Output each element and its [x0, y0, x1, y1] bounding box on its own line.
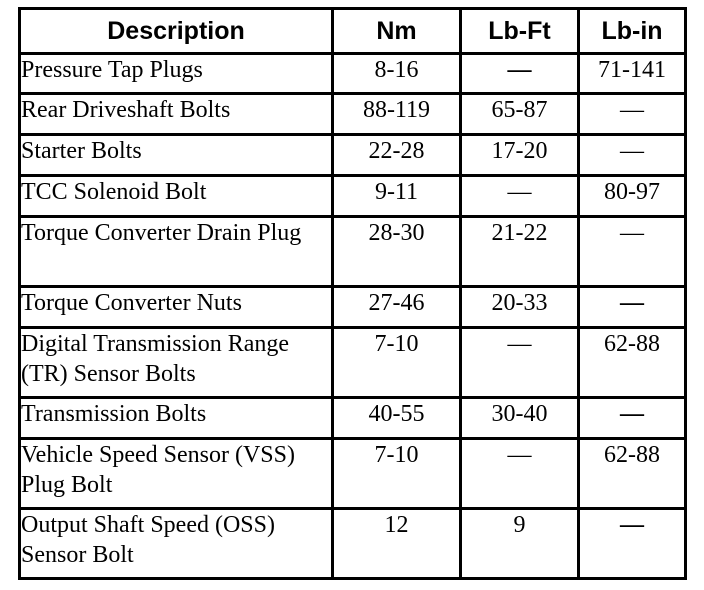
- cell-nm: 8-16: [333, 54, 461, 94]
- cell-description: Torque Converter Drain Plug: [20, 217, 333, 287]
- cell-lb-in: 71-141: [579, 54, 686, 94]
- cell-lb-in: 62-88: [579, 328, 686, 398]
- header-lb-ft: Lb-Ft: [461, 9, 579, 54]
- cell-nm: 28-30: [333, 217, 461, 287]
- table-row: [20, 509, 686, 579]
- cell-lb-ft: 20-33: [461, 287, 579, 328]
- cell-lb-ft: 21-22: [461, 217, 579, 287]
- cell-lb-ft: —: [461, 328, 579, 398]
- cell-description: Starter Bolts: [20, 135, 333, 176]
- table-row: [20, 135, 686, 176]
- table-row: [20, 217, 686, 287]
- cell-lb-in: —: [579, 94, 686, 135]
- cell-description: TCC Solenoid Bolt: [20, 176, 333, 217]
- table-header-row: [20, 9, 686, 54]
- cell-lb-in: —: [579, 287, 686, 328]
- cell-nm: 9-11: [333, 176, 461, 217]
- cell-lb-in: —: [579, 398, 686, 439]
- table-row: [20, 439, 686, 509]
- cell-lb-ft: 17-20: [461, 135, 579, 176]
- cell-description: Digital Transmission Range (TR) Sensor Bolts: [20, 328, 333, 398]
- table-row: [20, 287, 686, 328]
- cell-nm: 7-10: [333, 439, 461, 509]
- cell-nm: 7-10: [333, 328, 461, 398]
- cell-nm: 22-28: [333, 135, 461, 176]
- cell-description: Torque Converter Nuts: [20, 287, 333, 328]
- cell-description: Output Shaft Speed (OSS) Sensor Bolt: [20, 509, 333, 579]
- cell-lb-ft: —: [461, 54, 579, 94]
- cell-nm: 12: [333, 509, 461, 579]
- cell-lb-in: —: [579, 217, 686, 287]
- cell-lb-ft: 30-40: [461, 398, 579, 439]
- table-row: [20, 398, 686, 439]
- header-lb-in: Lb-in: [579, 9, 686, 54]
- table-row: [20, 328, 686, 398]
- header-nm: Nm: [333, 9, 461, 54]
- table-row: [20, 176, 686, 217]
- cell-description: Rear Driveshaft Bolts: [20, 94, 333, 135]
- header-description: Description: [20, 9, 333, 54]
- torque-spec-table: [18, 7, 687, 580]
- cell-lb-in: —: [579, 509, 686, 579]
- cell-lb-in: 80-97: [579, 176, 686, 217]
- table-row: [20, 54, 686, 94]
- cell-description: Transmission Bolts: [20, 398, 333, 439]
- cell-lb-ft: 9: [461, 509, 579, 579]
- cell-lb-in: —: [579, 135, 686, 176]
- cell-nm: 40-55: [333, 398, 461, 439]
- table-row: [20, 94, 686, 135]
- cell-lb-in: 62-88: [579, 439, 686, 509]
- cell-lb-ft: 65-87: [461, 94, 579, 135]
- cell-lb-ft: —: [461, 176, 579, 217]
- cell-nm: 27-46: [333, 287, 461, 328]
- cell-description: Pressure Tap Plugs: [20, 54, 333, 94]
- cell-nm: 88-119: [333, 94, 461, 135]
- cell-lb-ft: —: [461, 439, 579, 509]
- cell-description: Vehicle Speed Sensor (VSS) Plug Bolt: [20, 439, 333, 509]
- torque-spec-table-wrapper: [18, 7, 687, 580]
